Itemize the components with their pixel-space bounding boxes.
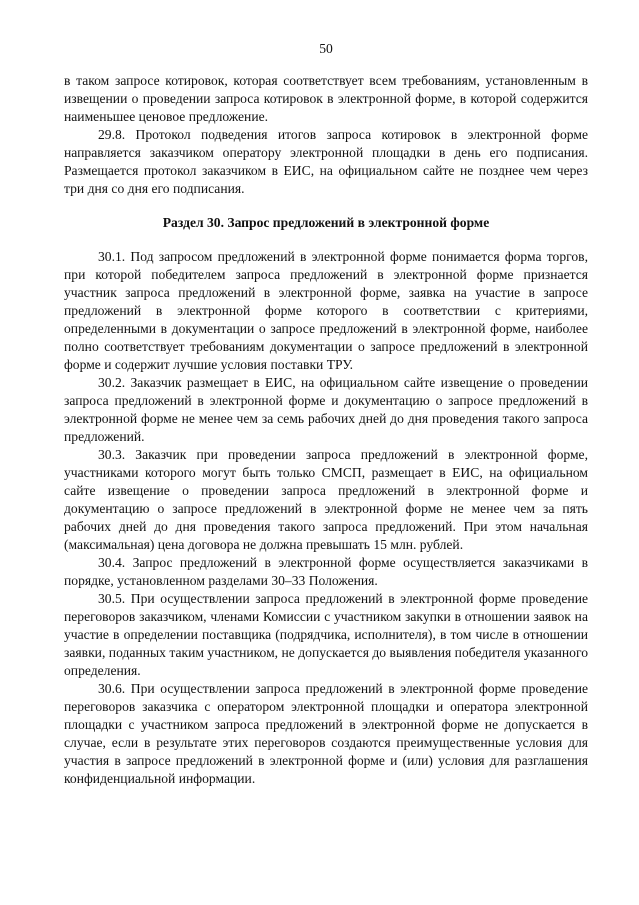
paragraph-30-1: 30.1. Под запросом предложений в электронной форме понимается форма торгов, при которой победителем запроса предложений в электронной форме признается участник запроса предложений в электронной форме, заявка на участие в запросе предложений в электронной форме которого в соответствии с критериями, определенными в документации о запросе предложений в электронной форме, наиболее полно соответствует требованиям документации о запросе предложений в электронной форме и содержит лучшие условия поставки ТРУ. [64,249,588,372]
paragraph-30-6: 30.6. При осуществлении запроса предложений в электронной форме проведение переговоров заказчика с оператором электронной площадки и оператора электронной площадки с участником запроса предложений в электронной форме не допускается в случае, если в результате этих переговоров создаются преимущественные условия для участия в запросе предложений в электронной форме и (или) условия для разглашения конфиденциальной информации. [64,681,588,786]
paragraph-30-5: 30.5. При осуществлении запроса предложений в электронной форме проведение переговоров заказчиком, членами Комиссии с участником закупки в отношении заявок на участие в определении поставщика (подрядчика, исполнителя), в том числе в отношении заявки, поданных таким участником, не допускается до выявления победителя указанного определения. [64,591,588,678]
paragraph-continuation: в таком запросе котировок, которая соответствует всем требованиям, установленным в извещении о проведении запроса котировок в электронной форме, в которой содержится наименьшее ценовое предложение. [64,73,588,124]
document-page [64,40,588,788]
section-heading: Раздел 30. Запрос предложений в электронной форме [162,215,490,230]
page-number: 50 [319,41,333,56]
paragraph-30-3: 30.3. Заказчик при проведении запроса предложений в электронной форме, участниками которого могут быть только СМСП, размещает в ЕИС, на официальном сайте извещение о проведении запроса предложений в электронной форме и документацию о запросе предложений в электронной форме не менее чем за пять рабочих дней до дня проведения такого запроса предложений. При этом начальная (максимальная) цена договора не должна превышать 15 млн. рублей. [64,447,588,552]
paragraph-30-4: 30.4. Запрос предложений в электронной форме осуществляется заказчиками в порядке, установленном разделами 30–33 Положения. [64,555,588,588]
paragraph-29-8: 29.8. Протокол подведения итогов запроса котировок в электронной форме направляется заказчиком оператору электронной площадки в день его подписания. Размещается протокол заказчиком в ЕИС, на официальном сайте не позднее чем через три дня со дня его подписания. [64,127,588,196]
paragraph-30-2: 30.2. Заказчик размещает в ЕИС, на официальном сайте извещение о проведении запроса предложений в электронной форме и документацию о запросе предложений в электронной форме не менее чем за семь рабочих дней до дня проведения такого запроса предложений. [64,375,588,444]
